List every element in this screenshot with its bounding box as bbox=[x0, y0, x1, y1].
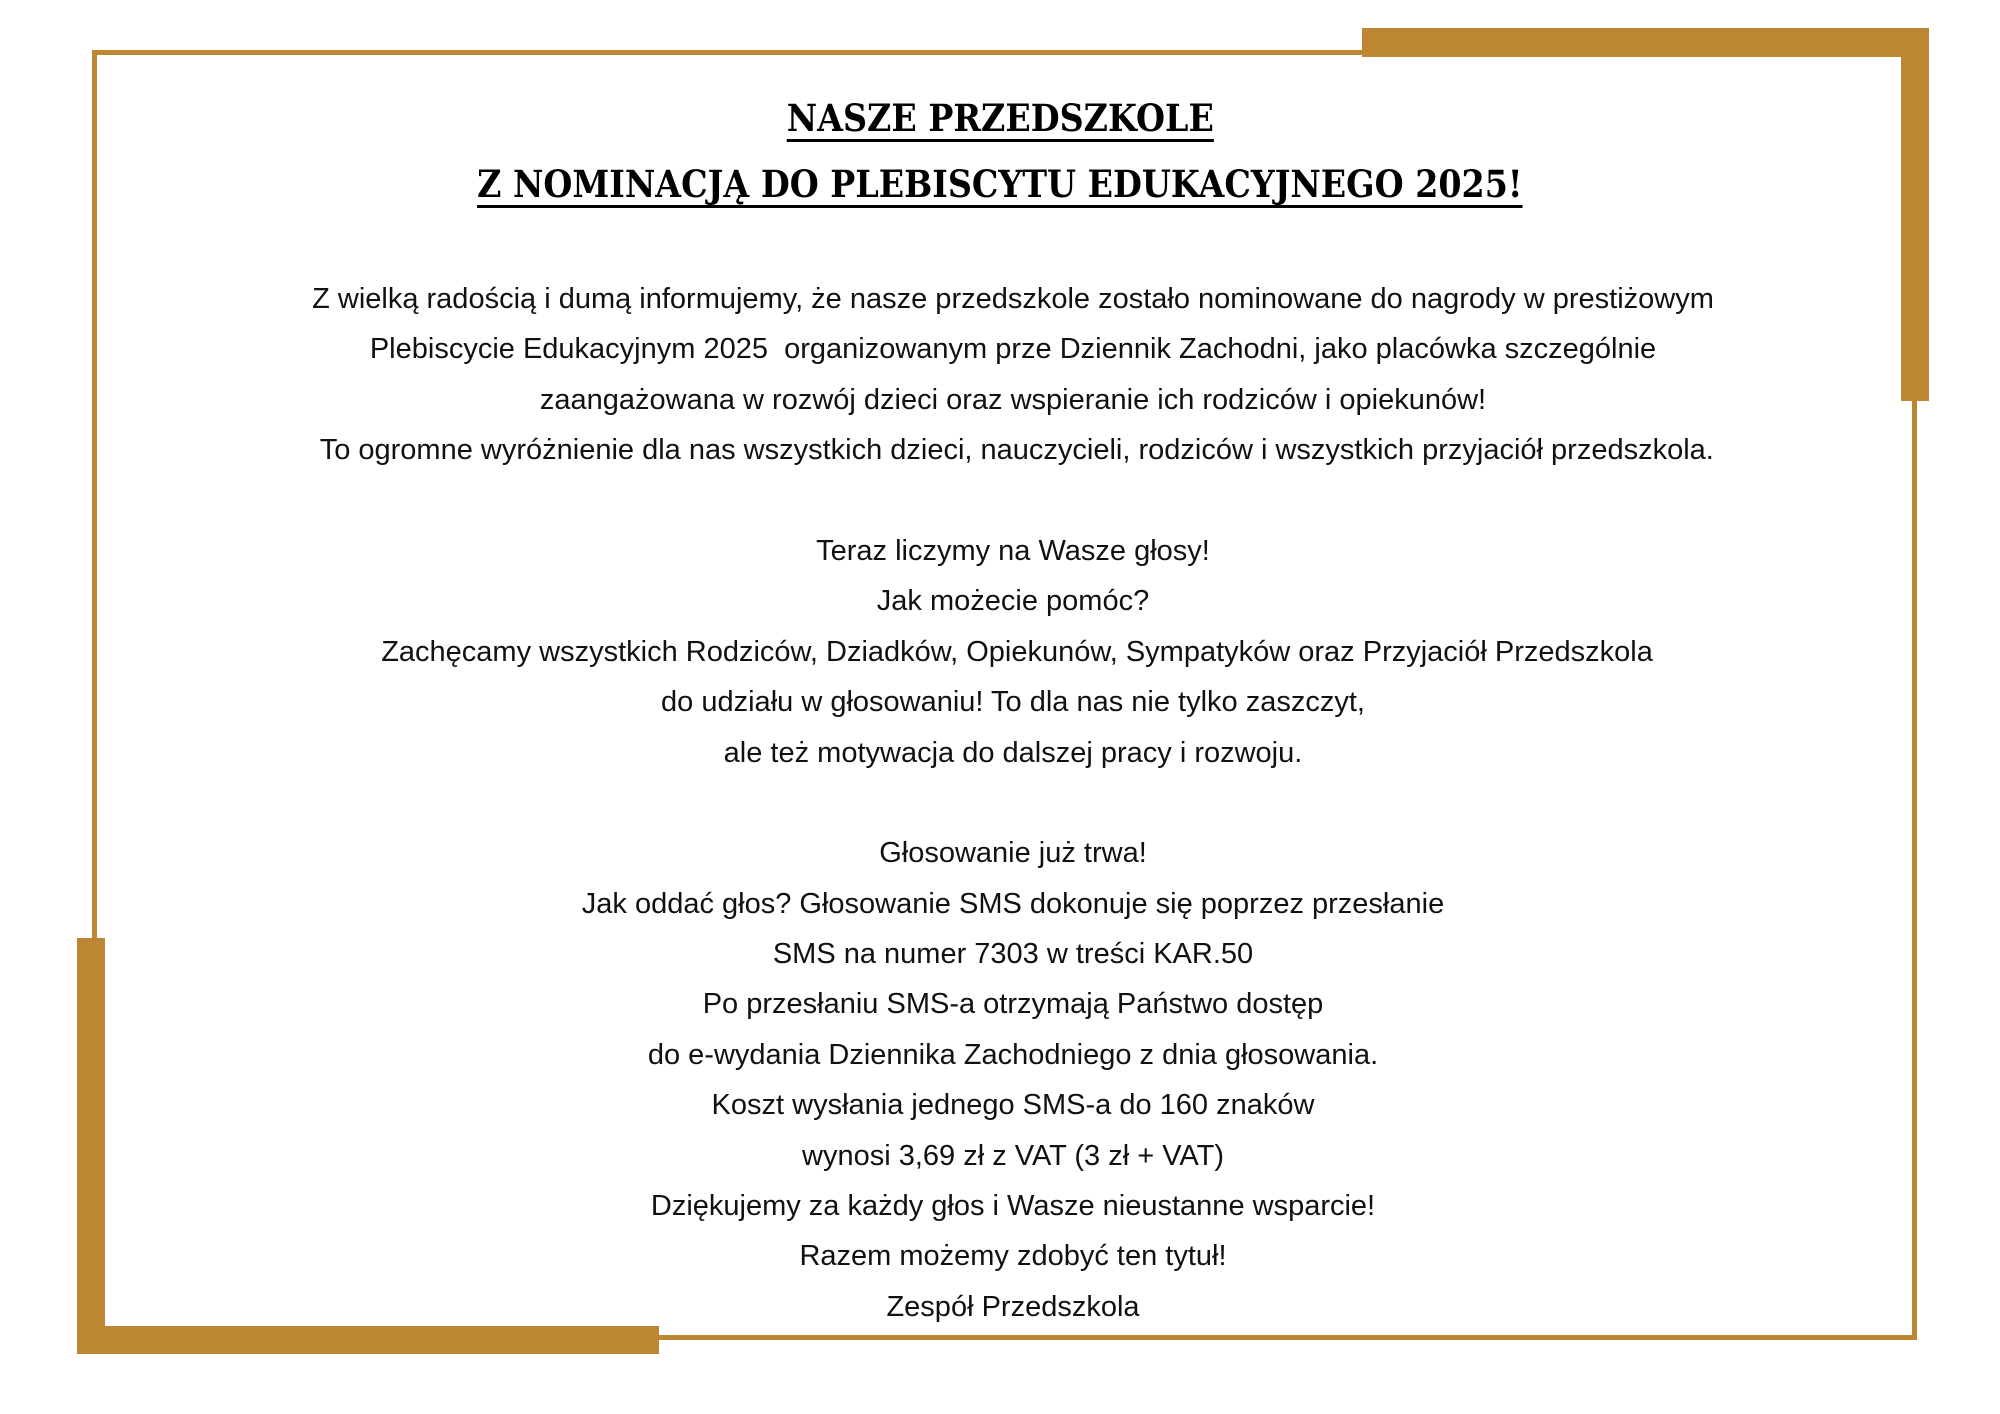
title-text-2: Z NOMINACJĄ DO PLEBISCYTU EDUKACYJNEGO 2025! bbox=[477, 162, 1523, 206]
body-line: Jak możecie pomóc? bbox=[876, 585, 1150, 618]
body-line: To ogromne wyróżnienie dla nas wszystkich dzieci, nauczycieli, rodziców i wszystkich przyjaciół przedszkola. bbox=[312, 434, 1714, 467]
body-line: Głosowanie już trwa! bbox=[879, 837, 1147, 870]
body-line: do udziału w głosowaniu! To dla nas nie tylko zaszczyt, bbox=[661, 686, 1365, 719]
body-line: Po przesłaniu SMS-a otrzymają Państwo dostęp bbox=[702, 988, 1324, 1021]
paragraph-gap bbox=[0, 778, 2000, 828]
body-line: Koszt wysłania jednego SMS-a do 160 znaków bbox=[711, 1089, 1315, 1122]
body-line: zaangażowana w rozwój dzieci oraz wspieranie ich rodziców i opiekunów! bbox=[539, 383, 1487, 416]
body-line: wynosi 3,69 zł z VAT (3 zł + VAT) bbox=[802, 1139, 1224, 1172]
corner-accent-top bbox=[1362, 28, 1929, 57]
body-line: Z wielką radością i dumą informujemy, że nasze przedszkole zostało nominowane do nagrody w prestiżowym bbox=[312, 283, 1714, 315]
title-text-1: NASZE PRZEDSZKOLE bbox=[786, 96, 1214, 140]
body-line: Zachęcamy wszystkich Rodziców, Dziadków, Opiekunów, Sympatyków oraz Przyjaciół Przedszkola bbox=[373, 635, 1653, 668]
body-line: Dziękujemy za każdy głos i Wasze nieustanne wsparcie! bbox=[650, 1190, 1376, 1223]
body-line: Zespół Przedszkola bbox=[886, 1290, 1140, 1323]
body-line: Razem możemy zdobyć ten tytuł! bbox=[799, 1240, 1227, 1273]
paragraph-gap bbox=[0, 476, 2000, 526]
body-line: do e-wydania Dziennika Zachodniego z dnia głosowania. bbox=[647, 1038, 1379, 1071]
body-line: SMS na numer 7303 w treści KAR.50 bbox=[772, 938, 1254, 971]
announcement-body bbox=[0, 274, 2000, 1332]
body-line: Plebiscycie Edukacyjnym 2025 organizowanym prze Dziennik Zachodni, jako placówka szczególnie bbox=[369, 333, 1657, 366]
title-line-2 bbox=[0, 162, 2000, 206]
body-line: ale też motywacja do dalszej pracy i rozwoju. bbox=[723, 736, 1303, 769]
body-line: Jak oddać głos? Głosowanie SMS dokonuje się poprzez przesłanie bbox=[581, 887, 1445, 920]
body-line: Teraz liczymy na Wasze głosy! bbox=[816, 534, 1210, 567]
title-line-1 bbox=[0, 96, 2000, 140]
